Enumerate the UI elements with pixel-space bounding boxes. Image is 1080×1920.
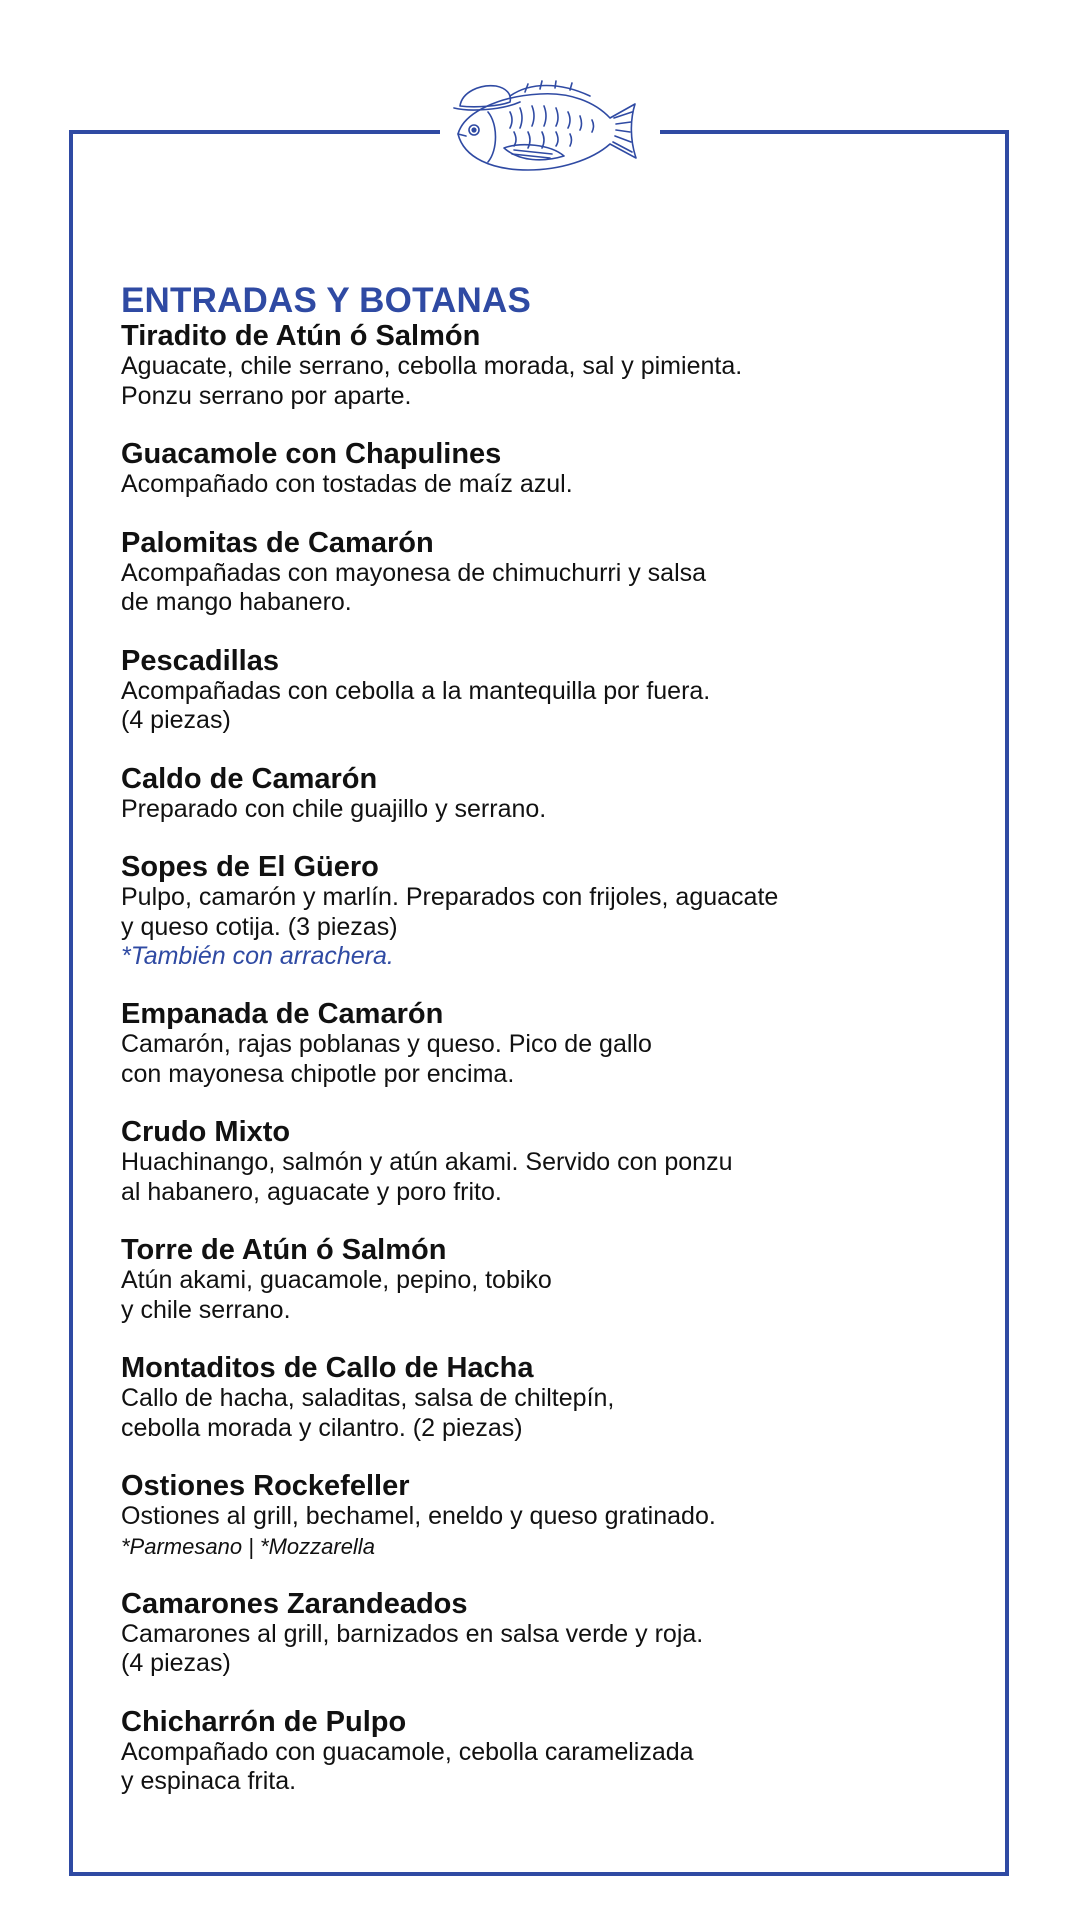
menu-item-name: Tiradito de Atún ó Salmón — [121, 320, 481, 352]
menu-item-note: *También con arrachera. — [121, 942, 394, 970]
menu-item — [121, 1588, 941, 1679]
menu-item-name: Palomitas de Camarón — [121, 526, 434, 559]
menu-item — [121, 645, 941, 736]
menu-item-description: Acompañado con tostadas de maíz azul. — [121, 470, 573, 498]
menu-item-description: Acompañado con guacamole, cebolla caramelizada y espinaca frita. — [121, 1737, 694, 1795]
menu-item-description: Huachinango, salmón y atún akami. Servido con ponzu al habanero, aguacate y poro frito. — [121, 1148, 733, 1206]
menu-item-description: Camarón, rajas poblanas y queso. Pico de gallo con mayonesa chipotle por encima. — [121, 1030, 652, 1088]
menu-item-description: Camarones al grill, barnizados en salsa verde y roja. (4 piezas) — [121, 1619, 704, 1677]
menu-item-name: Ostiones Rockefeller — [121, 1470, 410, 1502]
menu-item-description: Pulpo, camarón y marlín. Preparados con frijoles, aguacate y queso cotija. (3 piezas) — [121, 883, 779, 941]
menu-item-name: Guacamole con Chapulines — [121, 438, 502, 470]
menu-item — [121, 438, 941, 500]
menu-item-description: Aguacate, chile serrano, cebolla morada, sal y pimienta. Ponzu serrano por aparte. — [121, 352, 743, 410]
menu-item-description: Acompañadas con mayonesa de chimuchurri y salsa de mango habanero. — [121, 558, 707, 616]
menu-item — [121, 1706, 941, 1797]
menu-item-description: Preparado con chile guajillo y serrano. — [121, 794, 547, 823]
menu-item-name: Crudo Mixto — [121, 1116, 291, 1148]
menu-item-name: Pescadillas — [121, 644, 279, 677]
fish-with-hat-icon — [440, 72, 660, 182]
section-title: ENTRADAS Y BOTANAS — [121, 281, 532, 320]
menu-item — [121, 1470, 941, 1561]
menu-item-description: Acompañadas con cebolla a la mantequilla por fuera. (4 piezas) — [121, 676, 711, 734]
menu-item — [121, 320, 941, 411]
menu-item-name: Empanada de Camarón — [121, 998, 444, 1030]
menu-item-name: Chicharrón de Pulpo — [121, 1705, 407, 1738]
menu-item-note: *Parmesano | *Mozzarella — [121, 1533, 375, 1559]
menu-item — [121, 527, 941, 618]
menu-item — [121, 851, 941, 971]
menu-item-description: Callo de hacha, saladitas, salsa de chiltepín, cebolla morada y cilantro. (2 piezas) — [121, 1384, 615, 1442]
menu-item-name: Camarones Zarandeados — [121, 1587, 468, 1620]
menu-item-name: Sopes de El Güero — [121, 851, 379, 883]
menu-item-description: Atún akami, guacamole, pepino, tobiko y chile serrano. — [121, 1266, 552, 1324]
menu-item — [121, 1116, 941, 1207]
menu-item-name: Caldo de Camarón — [121, 762, 378, 795]
menu-item-name: Torre de Atún ó Salmón — [121, 1234, 447, 1266]
menu-content — [121, 282, 941, 1824]
menu-item — [121, 1234, 941, 1325]
menu-item — [121, 763, 941, 825]
menu-item-name: Montaditos de Callo de Hacha — [121, 1352, 534, 1384]
menu-items-list — [121, 320, 941, 1797]
menu-item-description: Ostiones al grill, bechamel, eneldo y queso gratinado. — [121, 1502, 716, 1530]
menu-item — [121, 998, 941, 1089]
menu-item — [121, 1352, 941, 1443]
